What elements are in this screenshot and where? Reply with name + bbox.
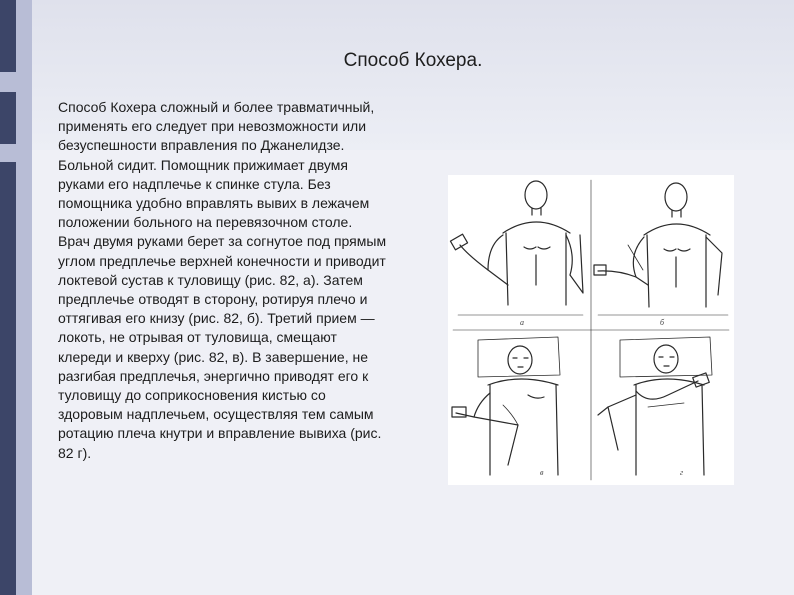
- panel-c-patient: [452, 337, 560, 475]
- slide-body-text: Способ Кохера сложный и более травматичный, применять его следует при невозможности или безуспешности вправления по Джанелидзе. Больной сидит. Помощник прижимает двумя руками его надплечье к спинке стула. Без помощника удобно вправлять вывих в лежачем положении больного на перевязочном столе. Врач двумя руками берет за согнутое под прямым углом предплечье верхней конечности и приводит локтевой сустав к туловищу (рис. 82, а). Затем предплечье отводят в сторону, ротируя плечо и оттягивая его книзу (рис. 82, б). Третий прием — локоть, не отрывая от туловища, смещают клереди и кверху (рис. 82, в). В завершение, не разгибая предплечья, энергично приводят его к туловищу до соприкосновения кистью со здоровым надплечьем, осуществляя тем самым ротацию плеча кнутри и вправление вывиха (рис. 82 г).: [58, 99, 387, 461]
- panel-label-b: б: [660, 318, 665, 327]
- panel-a-patient: [450, 181, 583, 315]
- panel-b-patient: [594, 183, 728, 315]
- accent-bar-bottom: [0, 162, 16, 595]
- panel-label-v: в: [540, 468, 544, 477]
- accent-bar-middle: [0, 92, 16, 144]
- kocher-method-illustration: [448, 175, 734, 485]
- panel-d-patient: [598, 337, 712, 475]
- slide-title: Способ Кохера.: [343, 50, 483, 71]
- panel-label-g: г: [680, 468, 684, 477]
- panel-label-a: а: [520, 318, 524, 327]
- accent-bar-top: [0, 0, 16, 72]
